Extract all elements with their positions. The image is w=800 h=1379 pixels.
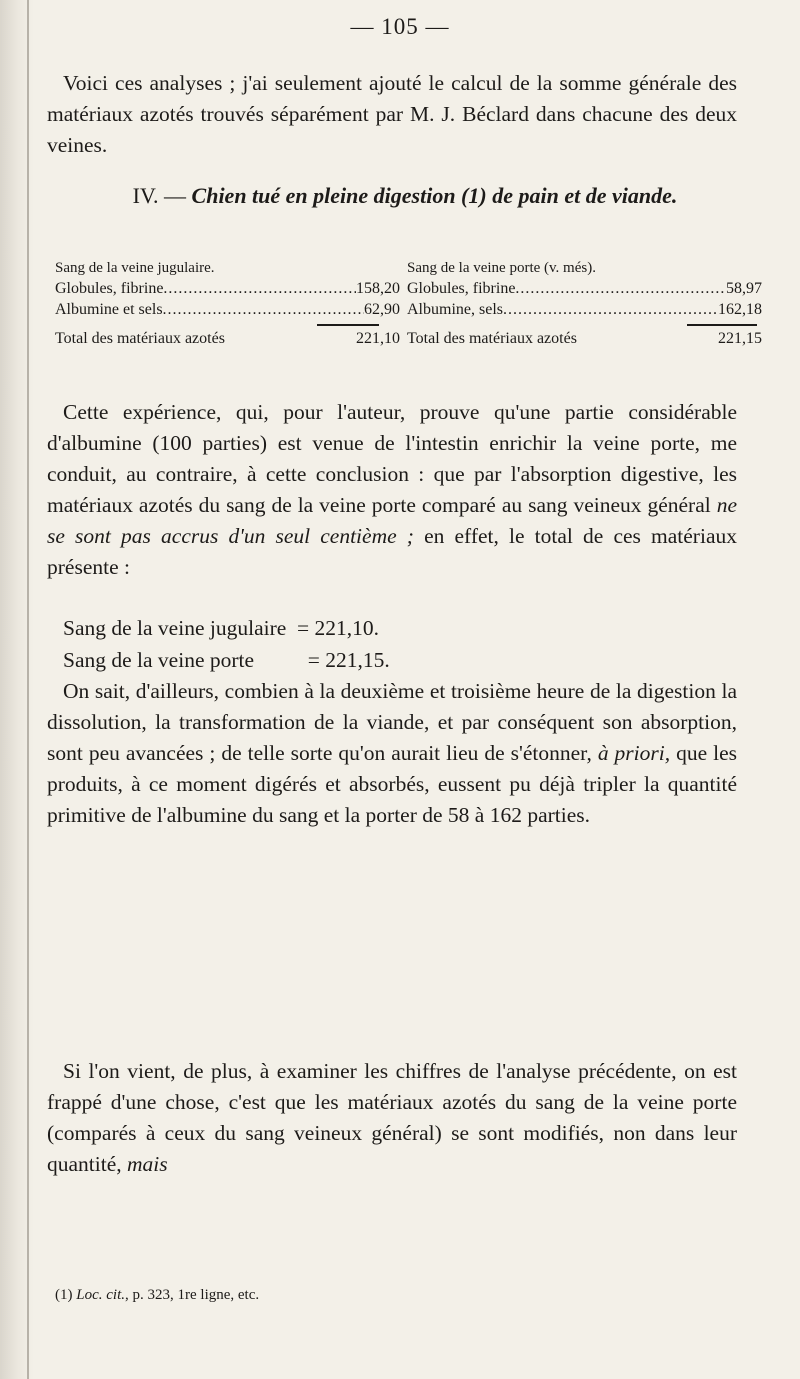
footnote-reference: Loc. cit. xyxy=(76,1287,125,1303)
section-number: IV. — xyxy=(132,183,192,208)
row-label: Albumine et sels xyxy=(55,301,163,318)
total-label: Total des matériaux azotés xyxy=(407,330,577,347)
row-value: 158,20 xyxy=(356,280,400,297)
emphasis-text: ne se sont pas accrus d'un seul centième ; xyxy=(47,493,737,548)
row-value: 62,90 xyxy=(364,301,400,318)
binding-edge xyxy=(27,0,29,1379)
emphasis-text: à priori, xyxy=(597,741,671,765)
sum-rule-right xyxy=(687,324,757,326)
total-value: 221,15 xyxy=(718,330,762,347)
row-label: Globules, fibrine xyxy=(55,280,164,297)
section-title xyxy=(60,180,750,211)
row-label: Globules, fibrine xyxy=(407,280,516,297)
formula-value: = 221,10. xyxy=(297,616,380,640)
leader-dots xyxy=(163,278,356,299)
row-value: 58,97 xyxy=(726,280,762,297)
emphasis-text: mais xyxy=(127,1152,168,1176)
paragraph-text: Si l'on vient, de plus, à examiner les chiffres de l'analyse précédente, on est frappé d'une chose, c'est que les matériaux azotés du sang de la veine porte (comparés à ceux du sang veineux général) se sont modifiés, non dans leur quantité, xyxy=(47,1059,737,1176)
formula-label: Sang de la veine jugulaire xyxy=(63,616,287,640)
analysis-paragraph xyxy=(47,1056,737,1180)
footnote-number: (1) xyxy=(55,1287,77,1303)
jugular-header: Sang de la veine jugulaire. xyxy=(55,260,215,276)
page-number: — 105 — xyxy=(350,14,450,39)
digestion-paragraph xyxy=(47,676,737,831)
intro-paragraph: Voici ces analyses ; j'ai seulement ajouté le calcul de la somme générale des matériaux azotés trouvés séparément par M. J. Béclard dans chacune des deux veines. xyxy=(47,71,737,157)
row-label: Albumine, sels xyxy=(407,301,503,318)
section-heading: Chien tué en pleine digestion (1) de pain et de viande. xyxy=(191,183,678,208)
conclusion-paragraph xyxy=(47,397,737,583)
formula-label: Sang de la veine porte xyxy=(63,648,255,672)
total-row xyxy=(55,328,400,349)
paragraph-text: en effet, le total de ces matériaux présente : xyxy=(47,524,737,579)
footnote xyxy=(55,1285,259,1305)
footnote-text: , p. 323, 1re ligne, etc. xyxy=(125,1287,260,1303)
table-row xyxy=(407,299,762,320)
jugular-column xyxy=(55,258,400,349)
paragraph-text: On sait, d'ailleurs, combien à la deuxième et troisième heure de la digestion la dissolution, la transformation de la viande, et par conséquent son absorption, sont peu avancées ; de telle sorte qu'on aurait lieu de s'étonner, xyxy=(47,679,737,765)
table-row xyxy=(55,299,400,320)
leader-dots xyxy=(515,278,726,299)
portal-header: Sang de la veine porte (v. més). xyxy=(407,260,596,276)
sum-rule-left xyxy=(317,324,379,326)
portal-column xyxy=(407,258,762,349)
formula-jugular xyxy=(63,613,379,644)
leader-dots xyxy=(503,299,718,320)
total-label: Total des matériaux azotés xyxy=(55,330,225,347)
total-row xyxy=(407,328,762,349)
table-row xyxy=(55,278,400,299)
paragraph-text: que les produits, à ce moment digérés et absorbés, eussent pu déjà tripler la quantité primitive de l'albumine du sang et la porter de 58 à 162 parties. xyxy=(47,741,737,827)
total-value: 221,10 xyxy=(356,330,400,347)
formula-portal xyxy=(63,645,390,676)
formula-value: = 221,15. xyxy=(307,648,390,672)
row-value: 162,18 xyxy=(718,301,762,318)
leader-dots xyxy=(163,299,364,320)
paragraph-text: Cette expérience, qui, pour l'auteur, prouve qu'une partie considérable d'albumine (100 parties) est venue de l'intestin enrichir la veine porte, me conduit, au contraire, à cette conclusion : que par l'absorption digestive, les matériaux azotés du sang de la veine porte comparé au sang veineux général xyxy=(47,400,737,517)
table-row xyxy=(407,278,762,299)
